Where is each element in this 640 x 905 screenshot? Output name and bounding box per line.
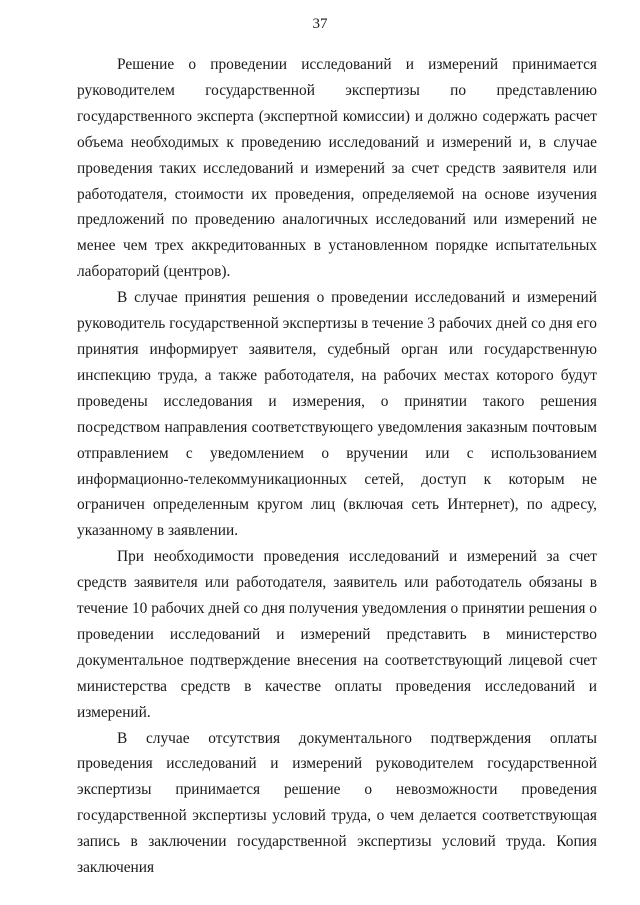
paragraph-missing-payment: В случае отсутствия документального подтверждения оплаты проведения исследований и измерений руководителем государственной экспертизы принимается решение о невозможности проведения государственной экспертизы условий труда, о чем делается соответствующая запись в заключении государственной экспертизы условий труда. Копия заключения — [77, 729, 597, 877]
document-body — [77, 52, 597, 881]
paragraph-research-decision: Решение о проведении исследований и измерений принимается руководителем государственной экспертизы по представлению государственного эксперта (экспертной комиссии) и должно содержать расчет объема необходимых к проведению исследований и измерений и, в случае проведения таких исследований и измерений за счет средств заявителя или работодателя, стоимости их проведения, определяемой на основе изучения предложений по проведению аналогичных исследований или измерений не менее чем трех аккредитованных в установленном порядке испытательных лабораторий (центров). — [77, 56, 597, 281]
paragraph-notification: В случае принятия решения о проведении исследований и измерений руководитель государственной экспертизы в течение 3 рабочих дней со дня его принятия информирует заявителя, судебный орган или государственную инспекцию труда, а также работодателя, на рабочих местах которого будут проведены исследования и измерения, о принятии такого решения посредством направления соответствующего уведомления заказным почтовым отправлением с уведомлением о вручении или с использованием информационно-телекоммуникационных сетей, доступ к которым не ограничен определенным кругом лиц (включая сеть Интернет), по адресу, указанному в заявлении. — [77, 289, 597, 540]
page-number: 37 — [312, 16, 328, 32]
paragraph-payment-obligation: При необходимости проведения исследований и измерений за счет средств заявителя или работодателя, заявитель или работодатель обязаны в течение 10 рабочих дней со дня получения уведомления о принятии решения о проведении исследований и измерений представить в министерство документальное подтверждение внесения на соответствующий лицевой счет министерства средств в качестве оплаты проведения исследований и измерений. — [77, 548, 597, 721]
